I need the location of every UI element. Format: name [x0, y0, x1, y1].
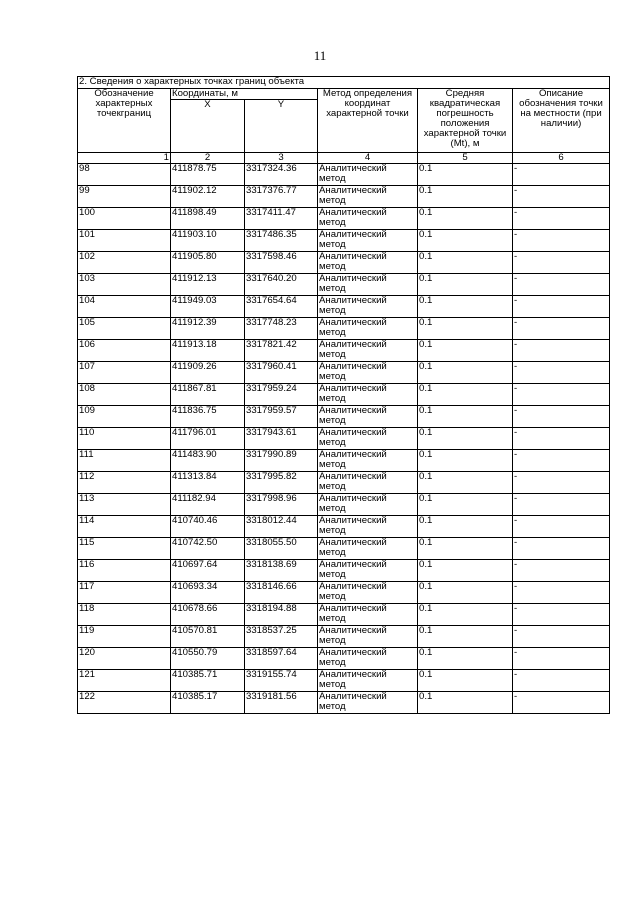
method-cell: Аналитический метод — [318, 626, 418, 648]
method-cell: Аналитический метод — [318, 670, 418, 692]
coord-y: 3318194.88 — [245, 604, 318, 626]
error-cell: 0.1 — [418, 648, 513, 670]
coord-y: 3318537.25 — [245, 626, 318, 648]
method-cell: Аналитический метод — [318, 252, 418, 274]
table-row — [78, 516, 610, 538]
coord-x: 410550.79 — [171, 648, 245, 670]
point-number: 121 — [78, 670, 171, 692]
table-row — [78, 626, 610, 648]
description-cell: - — [513, 274, 610, 296]
method-cell: Аналитический метод — [318, 406, 418, 428]
coord-x: 411902.12 — [171, 186, 245, 208]
coord-y: 3317998.96 — [245, 494, 318, 516]
coord-x: 410693.34 — [171, 582, 245, 604]
coord-y: 3319181.56 — [245, 692, 318, 714]
coord-y: 3317960.41 — [245, 362, 318, 384]
coord-x: 411903.10 — [171, 230, 245, 252]
point-number: 100 — [78, 208, 171, 230]
description-cell: - — [513, 538, 610, 560]
table-row — [78, 318, 610, 340]
header-designation: Обозначение характерных точекграниц — [78, 89, 171, 153]
error-cell: 0.1 — [418, 604, 513, 626]
description-cell: - — [513, 516, 610, 538]
method-cell: Аналитический метод — [318, 186, 418, 208]
method-cell: Аналитический метод — [318, 274, 418, 296]
error-cell: 0.1 — [418, 318, 513, 340]
description-cell: - — [513, 362, 610, 384]
table-row — [78, 472, 610, 494]
error-cell: 0.1 — [418, 450, 513, 472]
header-y: Y — [245, 100, 318, 153]
point-number: 106 — [78, 340, 171, 362]
coord-y: 3317486.35 — [245, 230, 318, 252]
coord-y: 3319155.74 — [245, 670, 318, 692]
coord-x: 410697.64 — [171, 560, 245, 582]
error-cell: 0.1 — [418, 340, 513, 362]
table-row — [78, 384, 610, 406]
point-number: 112 — [78, 472, 171, 494]
description-cell: - — [513, 208, 610, 230]
error-cell: 0.1 — [418, 538, 513, 560]
point-number: 114 — [78, 516, 171, 538]
description-cell: - — [513, 230, 610, 252]
table-row — [78, 274, 610, 296]
method-cell: Аналитический метод — [318, 340, 418, 362]
point-number: 108 — [78, 384, 171, 406]
point-number: 101 — [78, 230, 171, 252]
table-row — [78, 164, 610, 186]
coord-x: 411878.75 — [171, 164, 245, 186]
point-number: 110 — [78, 428, 171, 450]
coord-x: 411313.84 — [171, 472, 245, 494]
coord-x: 411836.75 — [171, 406, 245, 428]
table-row — [78, 692, 610, 714]
method-cell: Аналитический метод — [318, 428, 418, 450]
method-cell: Аналитический метод — [318, 648, 418, 670]
description-cell: - — [513, 670, 610, 692]
description-cell: - — [513, 384, 610, 406]
coord-x: 411913.18 — [171, 340, 245, 362]
column-number: 6 — [513, 153, 610, 164]
coord-y: 3317821.42 — [245, 340, 318, 362]
error-cell: 0.1 — [418, 362, 513, 384]
point-number: 105 — [78, 318, 171, 340]
column-number: 3 — [245, 153, 318, 164]
coord-y: 3317959.24 — [245, 384, 318, 406]
coord-y: 3317376.77 — [245, 186, 318, 208]
error-cell: 0.1 — [418, 472, 513, 494]
table-row — [78, 252, 610, 274]
method-cell: Аналитический метод — [318, 604, 418, 626]
error-cell: 0.1 — [418, 230, 513, 252]
description-cell: - — [513, 582, 610, 604]
description-cell: - — [513, 648, 610, 670]
coord-y: 3317959.57 — [245, 406, 318, 428]
error-cell: 0.1 — [418, 494, 513, 516]
method-cell: Аналитический метод — [318, 516, 418, 538]
method-cell: Аналитический метод — [318, 538, 418, 560]
coord-x: 410385.71 — [171, 670, 245, 692]
description-cell: - — [513, 604, 610, 626]
error-cell: 0.1 — [418, 582, 513, 604]
table-row — [78, 406, 610, 428]
coord-x: 411796.01 — [171, 428, 245, 450]
point-number: 107 — [78, 362, 171, 384]
table-row — [78, 450, 610, 472]
method-cell: Аналитический метод — [318, 318, 418, 340]
description-cell: - — [513, 252, 610, 274]
coord-y: 3317411.47 — [245, 208, 318, 230]
coord-y: 3317943.61 — [245, 428, 318, 450]
error-cell: 0.1 — [418, 406, 513, 428]
method-cell: Аналитический метод — [318, 164, 418, 186]
point-number: 117 — [78, 582, 171, 604]
coord-y: 3318012.44 — [245, 516, 318, 538]
point-number: 115 — [78, 538, 171, 560]
point-number: 99 — [78, 186, 171, 208]
column-number: 1 — [78, 153, 171, 164]
table-row — [78, 186, 610, 208]
coord-x: 411182.94 — [171, 494, 245, 516]
header-description: Описание обозначения точки на местности (при наличии) — [513, 89, 610, 153]
coord-x: 411912.39 — [171, 318, 245, 340]
coord-x: 411483.90 — [171, 450, 245, 472]
coord-x: 411912.13 — [171, 274, 245, 296]
header-x: X — [171, 100, 245, 153]
table-row — [78, 428, 610, 450]
description-cell: - — [513, 164, 610, 186]
table-row — [78, 604, 610, 626]
table-row — [78, 296, 610, 318]
table-row — [78, 362, 610, 384]
error-cell: 0.1 — [418, 252, 513, 274]
description-cell: - — [513, 472, 610, 494]
table-row — [78, 670, 610, 692]
table-row — [78, 538, 610, 560]
coord-x: 410742.50 — [171, 538, 245, 560]
coord-x: 410678.66 — [171, 604, 245, 626]
coord-x: 411905.80 — [171, 252, 245, 274]
method-cell: Аналитический метод — [318, 450, 418, 472]
description-cell: - — [513, 692, 610, 714]
error-cell: 0.1 — [418, 428, 513, 450]
error-cell: 0.1 — [418, 670, 513, 692]
table-row — [78, 494, 610, 516]
point-number: 98 — [78, 164, 171, 186]
method-cell: Аналитический метод — [318, 230, 418, 252]
column-number: 2 — [171, 153, 245, 164]
description-cell: - — [513, 318, 610, 340]
description-cell: - — [513, 406, 610, 428]
description-cell: - — [513, 494, 610, 516]
error-cell: 0.1 — [418, 186, 513, 208]
table-body — [78, 164, 610, 714]
section-title: 2. Сведения о характерных точках границ объекта — [78, 77, 610, 89]
error-cell: 0.1 — [418, 296, 513, 318]
coord-y: 3317324.36 — [245, 164, 318, 186]
coord-y: 3317990.89 — [245, 450, 318, 472]
coord-y: 3318597.64 — [245, 648, 318, 670]
description-cell: - — [513, 186, 610, 208]
error-cell: 0.1 — [418, 560, 513, 582]
method-cell: Аналитический метод — [318, 494, 418, 516]
point-number: 118 — [78, 604, 171, 626]
error-cell: 0.1 — [418, 274, 513, 296]
point-number: 120 — [78, 648, 171, 670]
coord-y: 3318138.69 — [245, 560, 318, 582]
point-number: 104 — [78, 296, 171, 318]
coord-x: 410570.81 — [171, 626, 245, 648]
table-row — [78, 648, 610, 670]
method-cell: Аналитический метод — [318, 362, 418, 384]
coord-x: 410740.46 — [171, 516, 245, 538]
error-cell: 0.1 — [418, 208, 513, 230]
error-cell: 0.1 — [418, 626, 513, 648]
point-number: 116 — [78, 560, 171, 582]
column-number: 5 — [418, 153, 513, 164]
description-cell: - — [513, 560, 610, 582]
description-cell: - — [513, 296, 610, 318]
coord-y: 3317598.46 — [245, 252, 318, 274]
description-cell: - — [513, 340, 610, 362]
coord-x: 411949.03 — [171, 296, 245, 318]
table-row — [78, 208, 610, 230]
coord-x: 410385.17 — [171, 692, 245, 714]
coord-x: 411867.81 — [171, 384, 245, 406]
point-number: 119 — [78, 626, 171, 648]
coord-y: 3318055.50 — [245, 538, 318, 560]
header-error: Средняя квадратическая погрешность положения характерной точки (Mt), м — [418, 89, 513, 153]
coord-y: 3317654.64 — [245, 296, 318, 318]
method-cell: Аналитический метод — [318, 560, 418, 582]
point-number: 122 — [78, 692, 171, 714]
table-row — [78, 230, 610, 252]
method-cell: Аналитический метод — [318, 692, 418, 714]
point-number: 103 — [78, 274, 171, 296]
method-cell: Аналитический метод — [318, 384, 418, 406]
method-cell: Аналитический метод — [318, 582, 418, 604]
table-row — [78, 560, 610, 582]
page-number: 11 — [313, 48, 327, 63]
coord-y: 3317640.20 — [245, 274, 318, 296]
error-cell: 0.1 — [418, 692, 513, 714]
boundary-points-table — [77, 76, 610, 714]
description-cell: - — [513, 428, 610, 450]
method-cell: Аналитический метод — [318, 208, 418, 230]
error-cell: 0.1 — [418, 516, 513, 538]
header-coordinates: Координаты, м — [171, 89, 318, 100]
coord-x: 411909.26 — [171, 362, 245, 384]
method-cell: Аналитический метод — [318, 472, 418, 494]
point-number: 113 — [78, 494, 171, 516]
point-number: 111 — [78, 450, 171, 472]
coord-y: 3317748.23 — [245, 318, 318, 340]
point-number: 109 — [78, 406, 171, 428]
error-cell: 0.1 — [418, 384, 513, 406]
description-cell: - — [513, 626, 610, 648]
coord-y: 3317995.82 — [245, 472, 318, 494]
coord-x: 411898.49 — [171, 208, 245, 230]
coord-y: 3318146.66 — [245, 582, 318, 604]
description-cell: - — [513, 450, 610, 472]
point-number: 102 — [78, 252, 171, 274]
error-cell: 0.1 — [418, 164, 513, 186]
table-row — [78, 582, 610, 604]
method-cell: Аналитический метод — [318, 296, 418, 318]
column-number: 4 — [318, 153, 418, 164]
table-row — [78, 340, 610, 362]
header-method: Метод определения координат характерной точки — [318, 89, 418, 153]
